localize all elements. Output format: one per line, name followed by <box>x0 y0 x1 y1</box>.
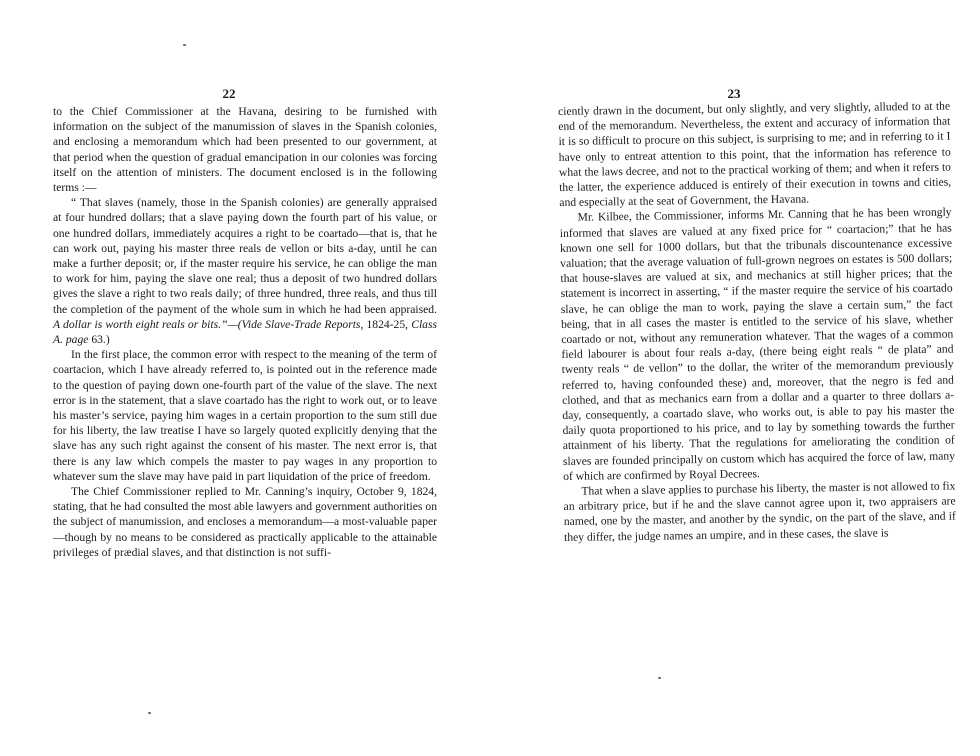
left-paragraph-4: The Chief Commissioner replied to Mr. Canning’s inquiry, October 9, 1824, stating, that he had consulted the most able lawyers and government authorities on the subject of manumission, and encloses a memorandum—a most-valuable paper—though by no means to be considered as practically applicable to the attainable privileges of prædial slaves, and that distinction is not suffi- <box>53 485 437 559</box>
scan-speck-bottom <box>148 712 151 714</box>
quote-class: Class A. page <box>53 317 437 347</box>
right-paragraph-2: Mr. Kilbee, the Commissioner, informs Mr. Canning that he has been wrongly informed that slaves are valued at any fixed price for “ coartacion;” that he has known one sell for 1000 dollars, but that the tribunals discountenance excessive valuation; that the average valuation of full-grown negroes on estates is 500 dollars; that house-slaves are valued at six, and mechanics at still higher prices; that the statement is incorrect in asserting, “ if the master require the service of his coartado slave, he can oblige the man to work, paying the slave a certain sum,” the fact being, that in all cases the master is entitled to the service of his slave, whether coartado or not, without any remuneration whatever. That the wages of a common field labourer is about four reals a-day, (there being eight reals “ de plata” and twenty reals “ de vellon” to the dollar, the writer of the memorandum previously referred to, having confounded these) and, moreover, that the negro is fed and clothed, and that as mechanics earn from a dollar and a quarter to three dollars a-day, consequently, a coartado slave, who works out, is able to pay his master the daily quota proportioned to his price, and to lay by something towards the further attainment of his liberty. That the regulations for ameliorating the condition of slaves are founded principally on custom which has acquired the force of law, many of which are confirmed by Royal Decrees. <box>559 205 956 483</box>
right-page <box>490 0 980 756</box>
page-number-right: 23 <box>727 86 741 101</box>
left-paragraph-2 <box>53 195 437 347</box>
quote-text: “ That slaves (namely, those in the Spanish colonies) are generally appraised at four hundred dollars; that a slave paying down the fourth part of his value, or one hundred dollars, immediately acquires a right to be coartado—that is, that he can work out, paying his master three reals de vellon or bits a-day, until he can make a further deposit; or, if the master require his service, he can oblige the man to work for him, paying the slave one real; thus a deposit of two hundred dollars gives the slave a right to two reals daily; of three hundred, three reals, and thus till the completion of the payment of the whole sum in which he had been appraised. <box>53 196 437 316</box>
right-page-text <box>558 99 956 545</box>
left-paragraph-3: In the first place, the common error with respect to the meaning of the term of coartacion, which I have already referred to, is pointed out in the reference made to the question of paying down one-fourth part of the value of the slave. The next error is in the statement, that a slave coartado has the right to work out, or to leave his master’s service, paying him wages in a certain proportion to the sum still due for his liberty, the law treatise I have so largely quoted explicitly denying that the slave has any such right against the consent of his master. The next error is, that there is any law which compels the master to pay wages in any proportion to whatever sum the slave may have paid in part liquidation of the price of freedom. <box>53 348 437 483</box>
left-paragraph-1: to the Chief Commissioner at the Havana, desiring to be furnished with information on the subject of the manumission of slaves in the Spanish colonies, and enclosing a memorandum which had been presented to our government, at that period when the question of gradual emancipation in our colonies was forcing itself on the attention of ministers. The document enclosed is in the following terms :— <box>53 105 437 195</box>
page-number-left: 22 <box>222 86 236 101</box>
left-page-text <box>53 104 437 560</box>
right-paragraph-1: ciently drawn in the document, but only slightly, and very slightly, alluded to at the end of the memorandum. Nevertheless, the extent and accuracy of information that it is so difficult to procure on this subject, is surprising to me; and in referring to it I have only to entreat attention to this point, that the information has reference to what the laws decree, and not to the practical working of them; and when it refers to the latter, the experience adduced is entirely of their execution in towns and cities, and especially at the seat of Government, the Havana. <box>558 99 952 210</box>
scan-speck-right <box>658 677 661 679</box>
quote-page: 63.) <box>88 333 110 347</box>
right-paragraph-3: That when a slave applies to purchase his liberty, the master is not allowed to fix an arbitrary price, but if he and the slave cannot agree upon it, two appraisers are named, one by the master, and another by the syndic, on the part of the slave, and if they differ, the judge names an umpire, and in these cases, the slave is <box>563 479 956 544</box>
scan-speck-top <box>183 44 186 46</box>
quote-italic: A dollar is worth eight reals or bits.”—(Vide Slave-Trade Reports, <box>53 317 364 331</box>
quote-year: 1824-25, <box>363 317 412 331</box>
